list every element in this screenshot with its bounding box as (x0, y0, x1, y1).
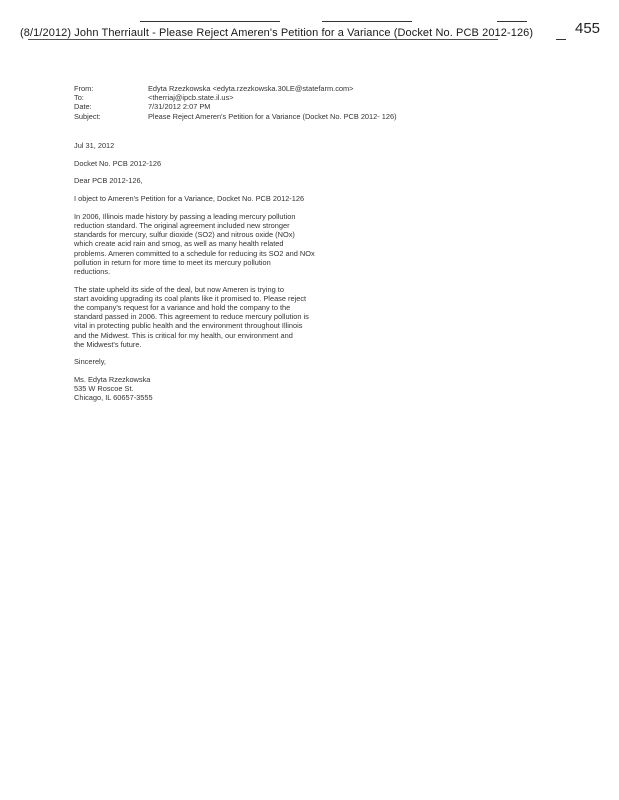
paragraph-line: The state upheld its side of the deal, but now Ameren is trying to (74, 284, 284, 294)
header-underline (28, 39, 498, 40)
subject-statement: I object to Ameren's Petition for a Variance, Docket No. PCB 2012-126 (74, 194, 305, 204)
email-meta (74, 84, 397, 121)
paragraph-1 (74, 212, 354, 276)
meta-value: Please Reject Ameren's Petition for a Variance (Docket No. PCB 2012- 126) (148, 111, 397, 121)
meta-row-subject (74, 112, 397, 121)
page-number: 455 (575, 20, 601, 37)
paragraph-line: In 2006, Illinois made history by passing a leading mercury pollution (74, 211, 296, 221)
document-header-title: (8/1/2012) John Therriault - Please Reject Ameren's Petition for a Variance (Docket No. PCB 2012-126) (20, 27, 534, 39)
meta-row-to (74, 93, 397, 102)
signature-city: Chicago, IL 60657-3555 (74, 393, 153, 403)
paragraph-line: vital in protecting public health and the environment throughout Illinois (74, 321, 303, 331)
date-line: Jul 31, 2012 (74, 141, 115, 150)
paragraph-line: standards for mercury, sulfur dioxide (SO2) and nitrous oxide (NOx) (74, 230, 295, 240)
header-rule (322, 21, 412, 22)
meta-value: 7/31/2012 2:07 PM (148, 102, 211, 112)
meta-label: To: (74, 93, 84, 103)
paragraph-line: the company's request for a variance and hold the company to the (74, 302, 291, 312)
email-body (74, 141, 354, 403)
salutation: Dear PCB 2012-126, (74, 176, 143, 186)
paragraph-line: start avoiding upgrading its coal plants like it promised to. Please reject (74, 293, 307, 303)
meta-label: Subject: (74, 111, 101, 121)
paragraph-line: which create acid rain and smog, as well as many health related (74, 239, 284, 249)
meta-row-from (74, 84, 397, 93)
meta-value: Edyta Rzezkowska <edyta.rzezkowska.30LE@statefarm.com> (148, 84, 354, 93)
paragraph-line: problems. Ameren committed to a schedule for reducing its SO2 and NOx (74, 248, 315, 258)
closing: Sincerely, (74, 357, 106, 367)
header-rule (497, 21, 527, 22)
paragraph-line: standard passed in 2006. This agreement to reduce mercury pollution is (74, 312, 309, 322)
signature-street: 535 W Roscoe St. (74, 384, 134, 394)
docket-line: Docket No. PCB 2012-126 (74, 158, 162, 168)
paragraph-line: and the Midwest. This is critical for my health, our environment and (74, 330, 293, 340)
paragraph-2 (74, 285, 354, 349)
meta-value: <therriaj@ipcb.state.il.us> (148, 93, 234, 103)
header-rule (140, 21, 280, 22)
paragraph-line: reductions. (74, 266, 111, 276)
signature-block (74, 375, 354, 403)
meta-row-date (74, 102, 397, 111)
paragraph-line: the Midwest's future. (74, 339, 142, 349)
paragraph-line: pollution in return for more time to meet its mercury pollution (74, 257, 271, 267)
signature-name: Ms. Edyta Rzezkowska (74, 375, 151, 385)
paragraph-line: reduction standard. The original agreement included new stronger (74, 220, 290, 230)
meta-label: Date: (74, 102, 92, 112)
meta-label: From: (74, 84, 94, 93)
header-rule (556, 39, 566, 40)
